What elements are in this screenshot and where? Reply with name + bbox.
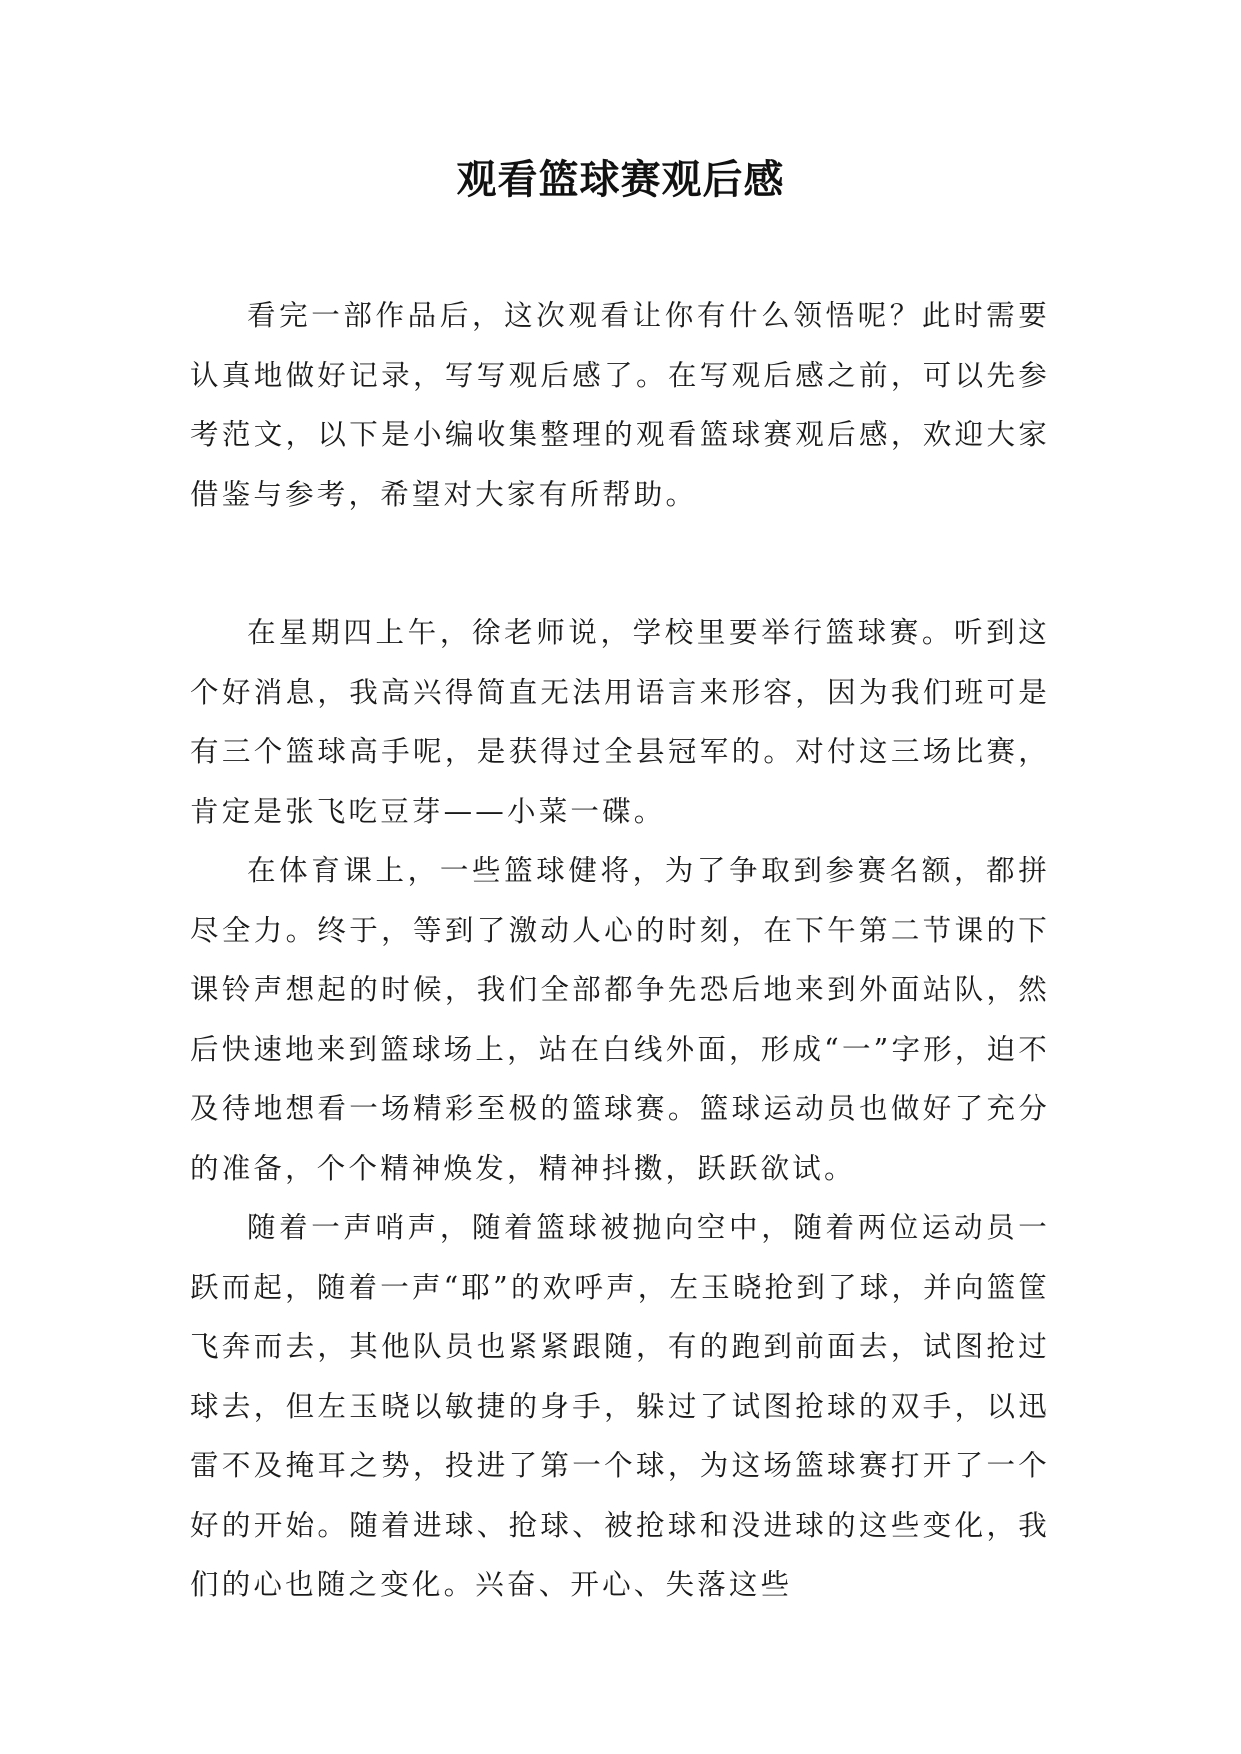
intro-paragraph: 看完一部作品后，这次观看让你有什么领悟呢？此时需要认真地做好记录，写写观后感了。在写观后感之前，可以先参考范文，以下是小编收集整理的观看篮球赛观后感，欢迎大家借鉴与参考，希望对大家有所帮助。 [190,299,1050,511]
body-paragraph-2: 在体育课上，一些篮球健将，为了争取到参赛名额，都拼尽全力。终于，等到了激动人心的时刻，在下午第二节课的下课铃声想起的时候，我们全部都争先恐后地来到外面站队，然后快速地来到篮球场上，站在白线外面，形成“一”字形，迫不及待地想看一场精彩至极的篮球赛。篮球运动员也做好了充分的准备，个个精神焕发，精神抖擞，跃跃欲试。 [190,854,1050,1185]
body-paragraph-3: 随着一声哨声，随着篮球被抛向空中，随着两位运动员一跃而起，随着一声“耶”的欢呼声，左玉晓抢到了球，并向篮筐飞奔而去，其他队员也紧紧跟随，有的跑到前面去，试图抢过球去，但左玉晓以敏捷的身手，躲过了试图抢球的双手，以迅雷不及掩耳之势，投进了第一个球，为这场篮球赛打开了一个好的开始。随着进球、抢球、被抢球和没进球的这些变化，我们的心也随之变化。兴奋、开心、失落这些 [190,1211,1050,1601]
section-gap [190,524,1050,603]
document-body [190,286,1050,1615]
body-paragraph-1: 在星期四上午，徐老师说，学校里要举行篮球赛。听到这个好消息，我高兴得简直无法用语言来形容，因为我们班可是有三个篮球高手呢，是获得过全县冠军的。对付这三场比赛，肯定是张飞吃豆芽——小菜一碟。 [190,616,1050,828]
document-title: 观看篮球赛观后感 [456,156,785,203]
